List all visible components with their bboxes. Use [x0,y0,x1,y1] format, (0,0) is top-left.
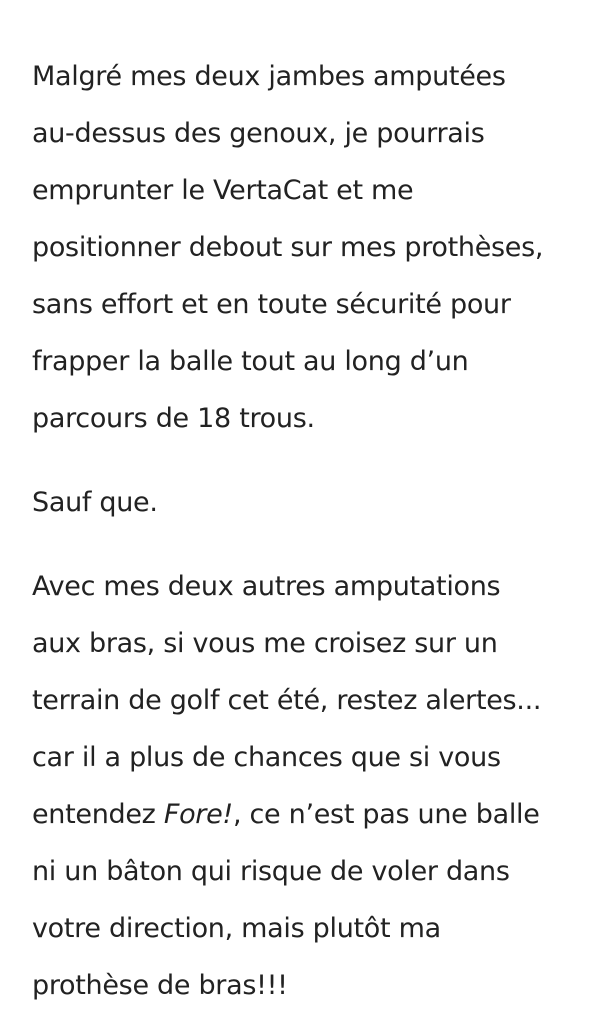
text-line: Malgré mes deux jambes amputées [32,61,506,92]
text-line: aux bras, si vous me croisez sur un [32,628,498,659]
text-line: emprunter le VertaCat et me [32,175,414,206]
text-line: sans effort et en toute sécurité pour [32,289,511,320]
text-line: ni un bâton qui risque de voler dans [32,856,510,887]
text-line: parcours de 18 trous. [32,403,315,434]
italic-fore: Fore! [163,799,233,830]
text-line: prothèse de bras!!! [32,970,288,1001]
text-line: frapper la balle tout au long d’un [32,346,469,377]
text-line: car il a plus de chances que si vous [32,742,501,773]
article-body [32,48,592,1014]
text-line: terrain de golf cet été, restez alertes... [32,685,542,716]
text-line [32,786,592,843]
text-segment: entendez [32,799,164,830]
paragraph-1 [32,48,592,447]
text-line: au-dessus des genoux, je pourrais [32,118,485,149]
text-segment: , ce n’est pas une balle [232,799,540,830]
paragraph-3 [32,558,592,1014]
text-line: votre direction, mais plutôt ma [32,913,441,944]
paragraph-2 [32,474,592,531]
text-line: Avec mes deux autres amputations [32,571,501,602]
text-line: Sauf que. [32,487,158,518]
text-line: positionner debout sur mes prothèses, [32,232,544,263]
